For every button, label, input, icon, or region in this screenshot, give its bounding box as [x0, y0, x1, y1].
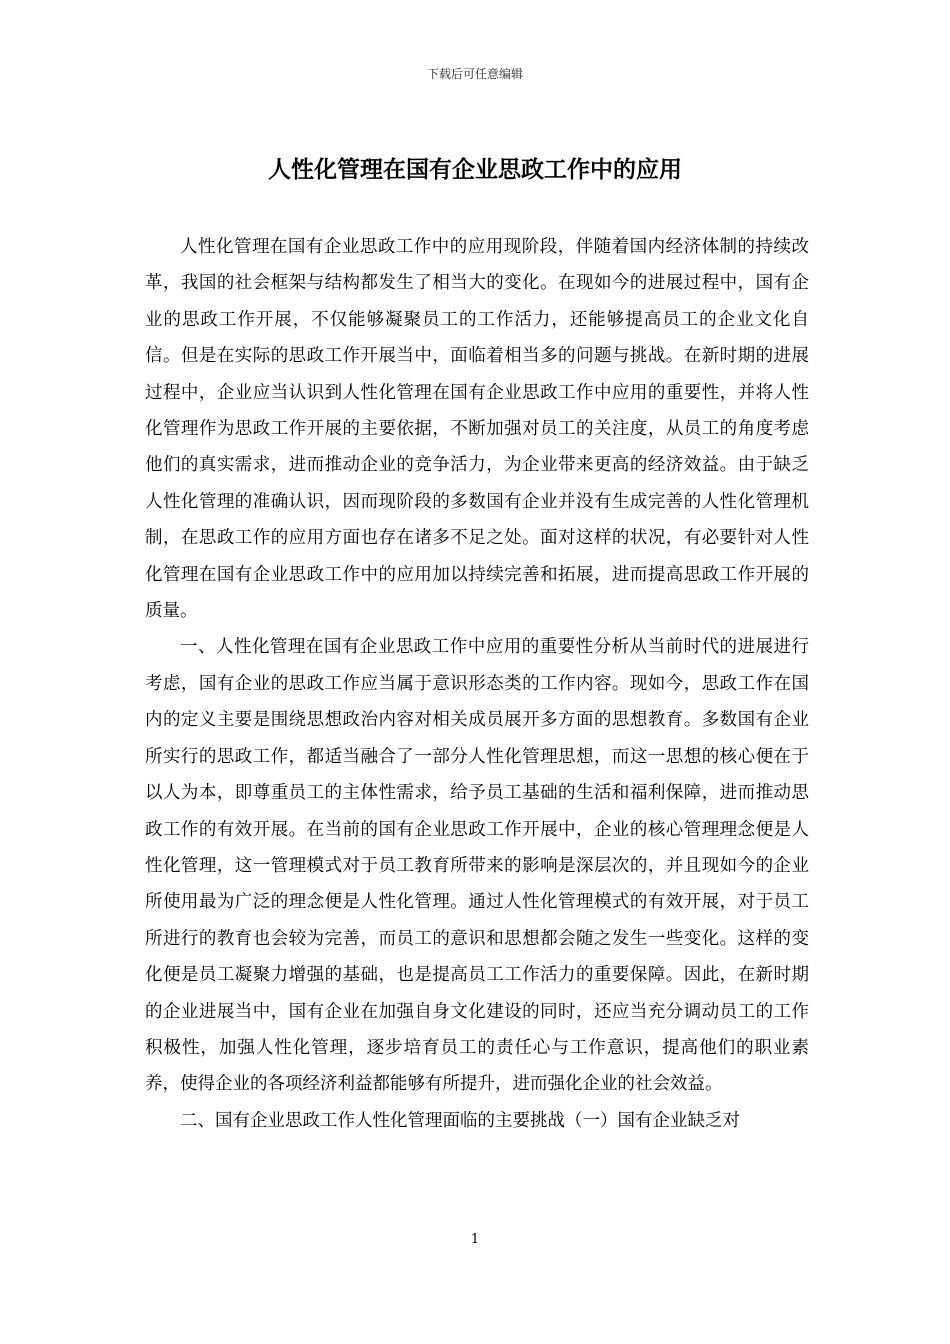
document-body — [145, 229, 809, 1139]
paragraph-section-two: 二、国有企业思政工作人性化管理面临的主要挑战（一）国有企业缺乏对 — [180, 1110, 740, 1131]
paragraph-intro: 人性化管理在国有企业思政工作中的应用现阶段，伴随着国内经济体制的持续改革，我国的社会框架与结构都发生了相当大的变化。在现如今的进展过程中，国有企业的思政工作开展，不仅能够凝聚员工的工作活力，还能够提高员工的企业文化自信。但是在实际的思政工作开展当中，面临着相当多的问题与挑战。在新时期的进展过程中，企业应当认识到人性化管理在国有企业思政工作中应用的重要性，并将人性化管理作为思政工作开展的主要依据，不断加强对员工的关注度，从员工的角度考虑他们的真实需求，进而推动企业的竞争活力，为企业带来更高的经济效益。由于缺乏人性化管理的准确认识，因而现阶段的多数国有企业并没有生成完善的人性化管理机制，在思政工作的应用方面也存在诸多不足之处。面对这样的状况，有必要针对人性化管理在国有企业思政工作中的应用加以持续完善和拓展，进而提高思政工作开展的质量。 — [145, 237, 809, 622]
paragraph-section-one: 一、人性化管理在国有企业思政工作中应用的重要性分析从当前时代的进展进行考虑，国有企业的思政工作应当属于意识形态类的工作内容。现如今，思政工作在国内的定义主要是围绕思想政治内容对相关成员展开多方面的思想教育。多数国有企业所实行的思政工作，都适当融合了一部分人性化管理思想，而这一思想的核心便在于以人为本，即尊重员工的主体性需求，给予员工基础的生活和福利保障，进而推动思政工作的有效开展。在当前的国有企业思政工作开展中，企业的核心管理理念便是人性化管理，这一管理模式对于员工教育所带来的影响是深层次的，并且现如今的企业所使用最为广泛的理念便是人性化管理。通过人性化管理模式的有效开展，对于员工所进行的教育也会较为完善，而员工的意识和思想都会随之发生一些变化。这样的变化便是员工凝聚力增强的基础，也是提高员工工作活力的重要保障。因此，在新时期的企业进展当中，国有企业在加强自身文化建设的同时，还应当充分调动员工的工作积极性，加强人性化管理，逐步培育员工的责任心与工作意识，提高他们的职业素养，使得企业的各项经济利益都能够有所提升，进而强化企业的社会效益。 — [145, 637, 809, 1095]
page-number: 1 — [470, 1232, 480, 1247]
document-title: 人性化管理在国有企业思政工作中的应用 — [268, 156, 682, 183]
page-header: 下载后可任意编辑 — [426, 67, 523, 81]
